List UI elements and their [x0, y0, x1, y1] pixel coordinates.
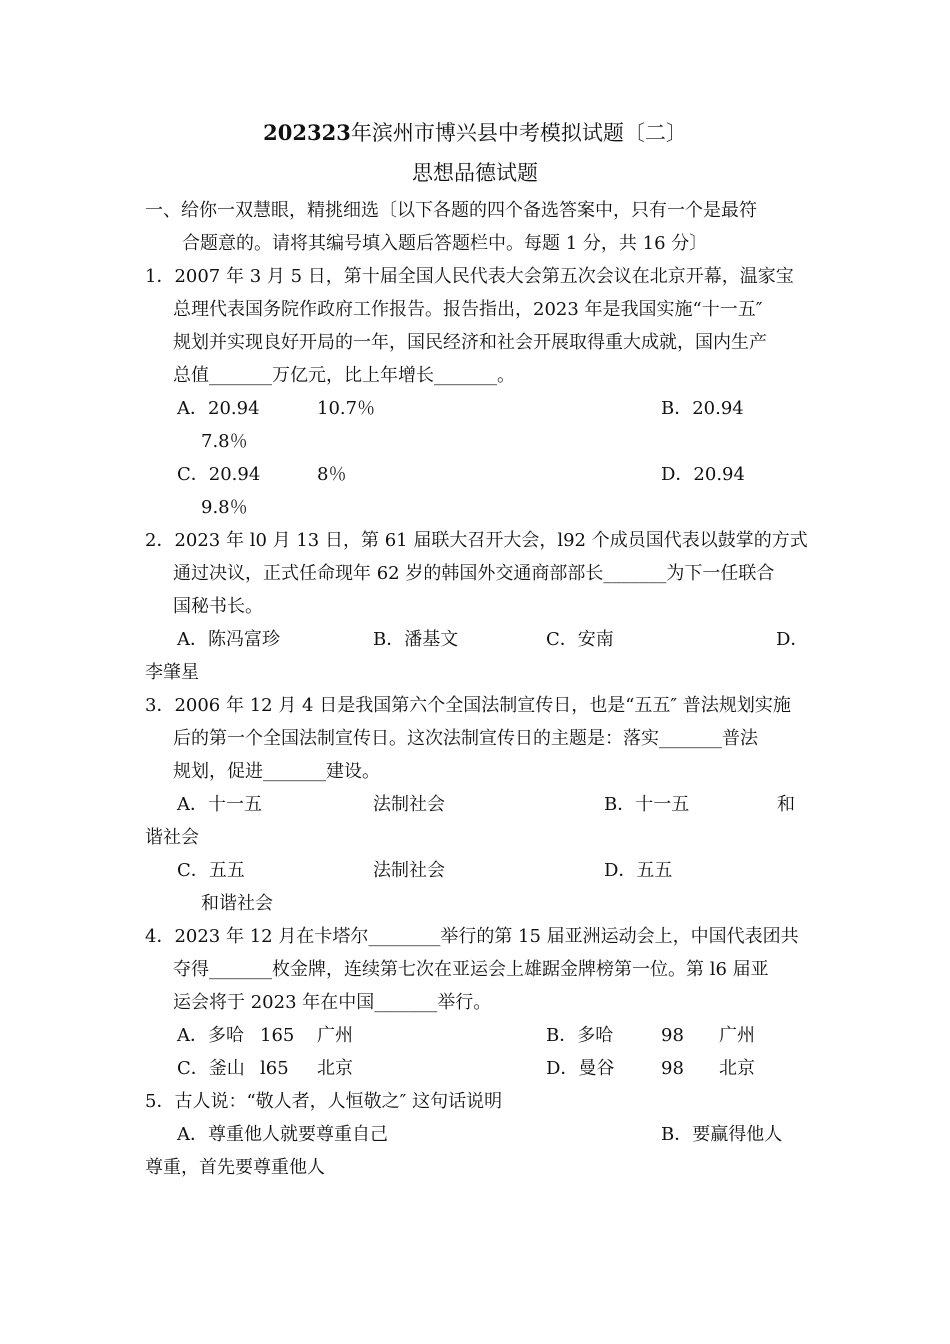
q1-stem-line1: 1．2007 年 3 月 5 日，第十届全国人民代表大会第五次会议在北京开幕，温家宝 [145, 266, 794, 287]
section1-instruction-line1: 一、给你一双慧眼，精挑细选〔以下各题的四个备选答案中，只有一个是最符 [145, 200, 757, 221]
q5-option-b-continued: 尊重，首先要尊重他人 [145, 1157, 325, 1178]
q4-option-b-city: 广州 [719, 1025, 755, 1046]
q1-stem-line4: 总值_______万亿元，比上年增长_______。 [173, 365, 515, 386]
document-subtitle: 思想品德试题 [412, 161, 538, 185]
q3-stem-line1: 3．2006 年 12 月 4 日是我国第六个全国法制宣传日，也是“五五″ 普法规划实施 [145, 695, 791, 716]
q2-stem-line1: 2．2023 年 l0 月 13 日，第 61 届联大召开大会，l92 个成员国代表以鼓掌的方式 [145, 530, 808, 551]
q1-option-a-value: 10.7％ [317, 398, 376, 419]
q3-option-a-value: 法制社会 [373, 794, 445, 815]
q2-stem-line3: 国秘书长。 [173, 596, 263, 617]
q1-option-c: C．20.94 [177, 464, 261, 485]
q4-option-c-medals: l65 [260, 1058, 289, 1079]
q3-stem-line2: 后的第一个全国法制宣传日。这次法制宣传日的主题是：落实_______普法 [173, 728, 758, 749]
q4-stem-line2: 夺得_______枚金牌，连续第七次在亚运会上雄踞金牌榜第一位。第 l6 届亚 [173, 959, 769, 980]
q4-stem-line3: 运会将于 2023 年在中国_______举行。 [173, 992, 492, 1013]
q3-option-d-value: 和谐社会 [201, 893, 273, 914]
q1-option-c-value: 8％ [317, 464, 347, 485]
q1-stem-line2: 总理代表国务院作政府工作报告。报告指出，2023 年是我国实施“十一五″ [173, 299, 763, 320]
q3-option-d: D．五五 [604, 860, 673, 881]
q3-stem-line3: 规划，促进_______建设。 [173, 761, 380, 782]
q4-option-a-medals: 165 [260, 1025, 295, 1046]
title-text: 年滨州市博兴县中考模拟试题〔二〕 [350, 121, 687, 145]
q5-option-a: A．尊重他人就要尊重自己 [177, 1124, 388, 1145]
q2-stem-line2: 通过决议，正式任命现年 62 岁的韩国外交通商部部长_______为下一任联合 [173, 563, 775, 584]
title-year: 202323 [263, 120, 351, 145]
q1-option-b: B．20.94 [661, 398, 744, 419]
q5-option-b: B．要赢得他人 [661, 1124, 783, 1145]
q4-option-d: D．曼谷 [546, 1058, 615, 1079]
q3-option-b-value-part2: 谐社会 [145, 827, 199, 848]
q5-stem: 5．古人说：“敬人者，人恒敬之″ 这句话说明 [145, 1091, 503, 1112]
q3-option-b: B．十一五 [604, 794, 690, 815]
q4-option-b-medals: 98 [661, 1025, 684, 1046]
q3-option-b-value-part1: 和 [777, 794, 795, 815]
q2-option-b: B．潘基文 [373, 629, 459, 650]
q2-option-d: D． [776, 629, 809, 650]
q4-option-c: C．釜山 [177, 1058, 245, 1079]
q4-option-c-city: 北京 [317, 1058, 353, 1079]
q4-option-a: A．多哈 [177, 1025, 244, 1046]
q3-option-a: A．十一五 [177, 794, 262, 815]
q2-option-c: C．安南 [546, 629, 614, 650]
section1-instruction-line2: 合题意的。请将其编号填入题后答题栏中。每题 1 分，共 16 分〕 [182, 233, 708, 254]
q3-option-c: C．五五 [177, 860, 245, 881]
q1-option-d-value: 9.8％ [201, 497, 248, 518]
q1-option-d: D．20.94 [661, 464, 745, 485]
q3-option-c-value: 法制社会 [373, 860, 445, 881]
q4-option-d-medals: 98 [661, 1058, 684, 1079]
q4-option-d-city: 北京 [719, 1058, 755, 1079]
document-title [0, 120, 950, 146]
q2-option-d-value: 李肇星 [145, 662, 199, 683]
q2-option-a: A．陈冯富珍 [177, 629, 280, 650]
q1-option-a: A．20.94 [177, 398, 260, 419]
q1-stem-line3: 规划并实现良好开局的一年，国民经济和社会开展取得重大成就，国内生产 [173, 332, 767, 353]
q4-option-a-city: 广州 [317, 1025, 353, 1046]
q4-option-b: B．多哈 [546, 1025, 614, 1046]
q4-stem-line1: 4．2023 年 12 月在卡塔尔________举行的第 15 届亚洲运动会上，中国代表团共 [145, 926, 799, 947]
q1-option-b-value: 7.8％ [201, 431, 248, 452]
